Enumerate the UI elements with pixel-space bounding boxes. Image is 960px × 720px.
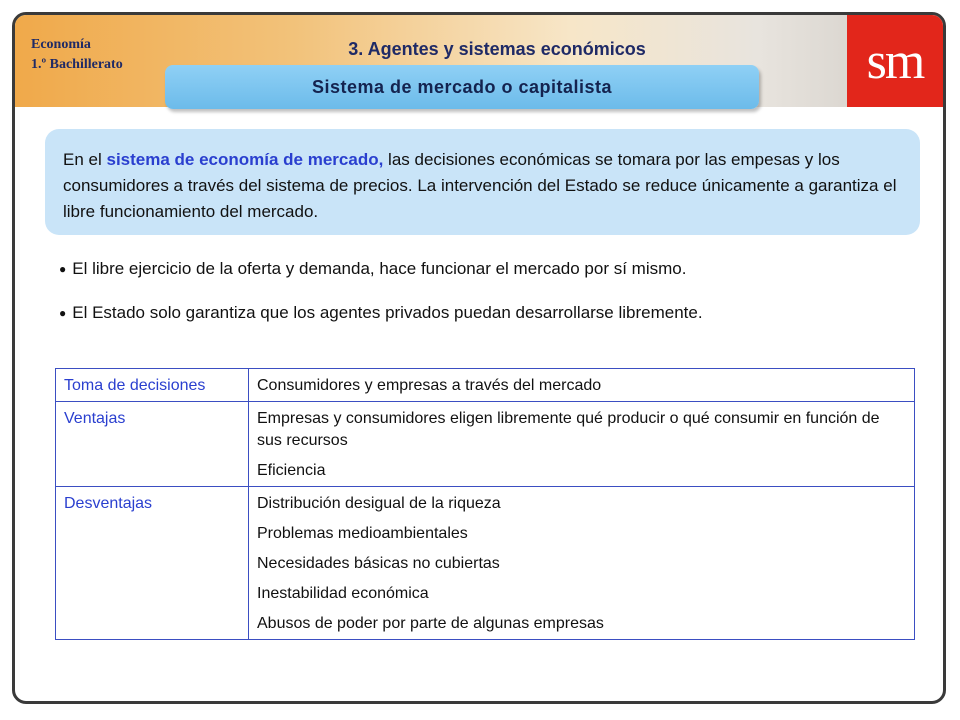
- bullet-dot-icon: ●: [59, 262, 67, 276]
- row-key: Desventajas: [56, 487, 249, 640]
- course-label: [31, 35, 123, 75]
- summary-table: [55, 368, 915, 640]
- unit-title: 3. Agentes y sistemas económicos: [348, 39, 646, 59]
- intro-prefix: En el: [63, 150, 107, 169]
- row-key: Toma de decisiones: [56, 369, 249, 402]
- intro-rest: las decisiones económicas se tomara por las empesas y los consumidores a través del sistema de precios. La intervención del Estado se reduce únicamente a garantiza el libre funcionamiento del mercado.: [63, 150, 897, 221]
- row-value: Inestabilidad económica: [257, 585, 429, 602]
- row-value: Empresas y consumidores eligen libremente qué producir o qué consumir en función de sus recursos: [257, 410, 880, 449]
- publisher-logo: sm: [847, 15, 943, 107]
- table-row: [56, 402, 915, 487]
- row-values: [249, 402, 915, 487]
- subject-name: Economía: [31, 37, 91, 52]
- course-level: 1.º Bachillerato: [31, 57, 123, 72]
- row-value: Eficiencia: [257, 462, 326, 479]
- bullet-text: El Estado solo garantiza que los agentes privados puedan desarrollarse libremente.: [72, 303, 703, 322]
- row-value: Distribución desigual de la riqueza: [257, 495, 501, 512]
- row-value: Problemas medioambientales: [257, 525, 468, 542]
- intro-highlight: sistema de economía de mercado,: [106, 150, 384, 169]
- table-row: [56, 369, 915, 402]
- row-value: Abusos de poder por parte de algunas empresas: [257, 615, 604, 632]
- table-row: [56, 487, 915, 640]
- intro-box: [45, 129, 920, 235]
- section-title: Sistema de mercado o capitalista: [165, 65, 759, 109]
- row-values: [249, 487, 915, 640]
- slide-frame: [12, 12, 946, 704]
- bullet-item: [59, 259, 686, 279]
- row-value: Consumidores y empresas a través del mercado: [257, 377, 602, 394]
- row-key: Ventajas: [56, 402, 249, 487]
- row-value: Necesidades básicas no cubiertas: [257, 555, 500, 572]
- row-values: [249, 369, 915, 402]
- bullet-item: [59, 303, 703, 323]
- bullet-dot-icon: ●: [59, 306, 67, 320]
- bullet-text: El libre ejercicio de la oferta y demanda, hace funcionar el mercado por sí mismo.: [72, 259, 687, 278]
